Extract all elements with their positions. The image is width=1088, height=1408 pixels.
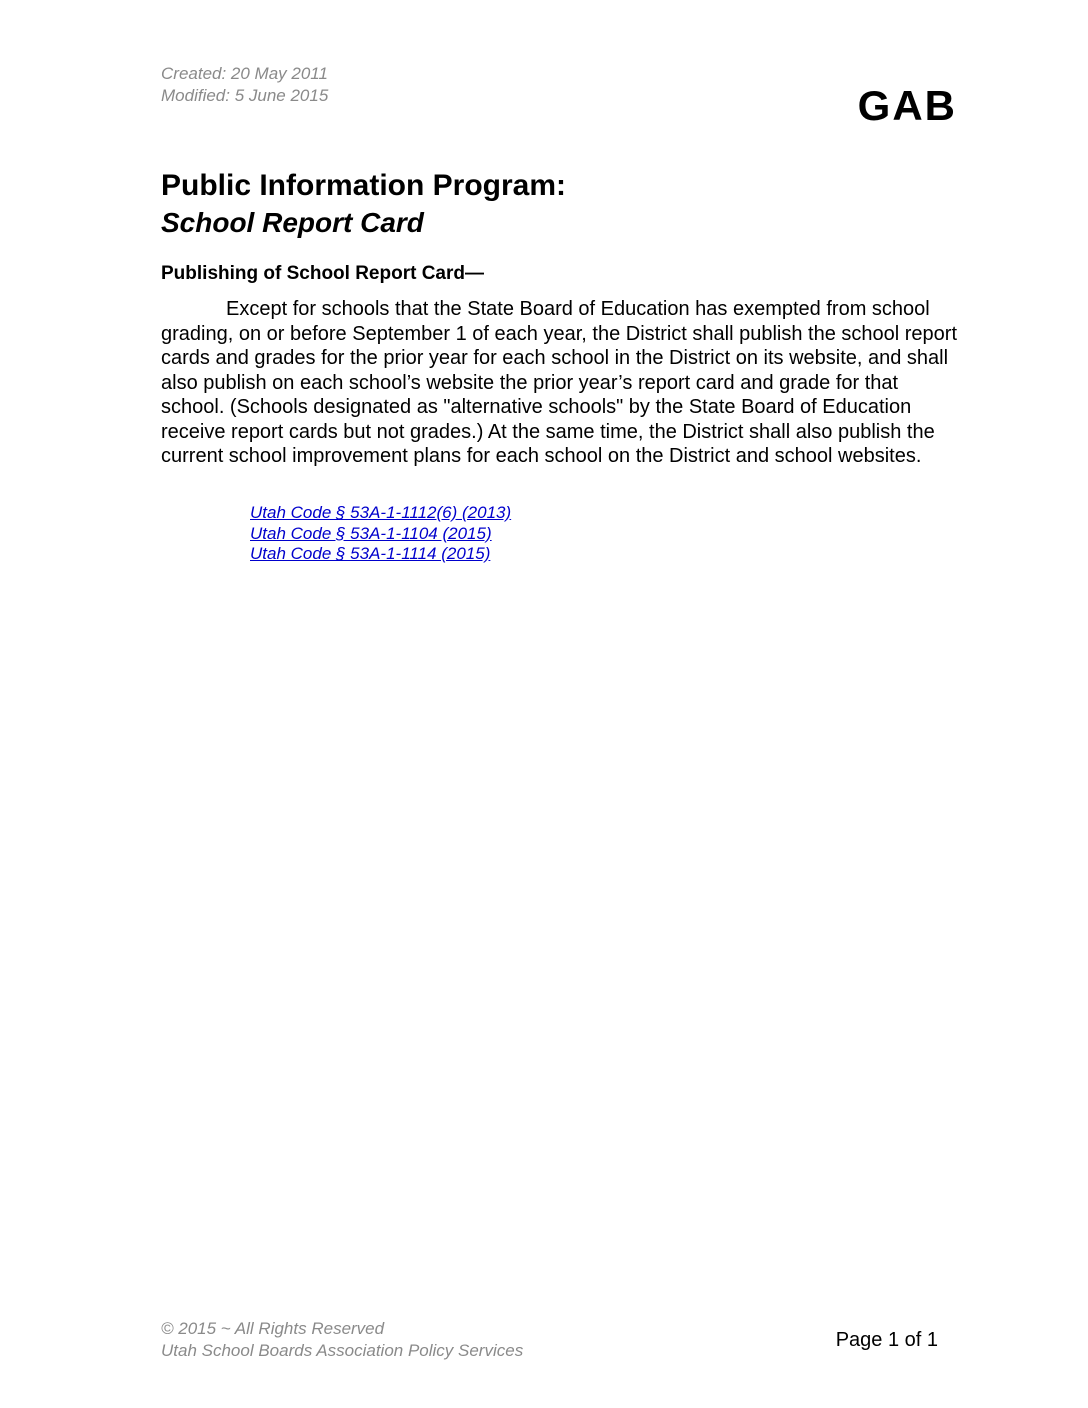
page-subtitle: School Report Card: [161, 207, 424, 238]
footer-copyright: © 2015 ~ All Rights Reserved: [161, 1319, 385, 1338]
reference-link-1[interactable]: Utah Code § 53A-1-1112(6) (2013): [250, 503, 512, 522]
reference-link-2[interactable]: Utah Code § 53A-1-1104 (2015): [250, 523, 492, 543]
created-date: Created: 20 May 2011: [161, 64, 328, 83]
legal-references: [250, 503, 511, 565]
section-heading: Publishing of School Report Card—: [161, 263, 484, 284]
policy-code: GAB: [857, 82, 957, 129]
footer-organization: Utah School Boards Association Policy Services: [161, 1341, 524, 1360]
document-meta: [161, 63, 328, 107]
modified-date: Modified: 5 June 2015: [161, 86, 329, 105]
footer: [161, 1318, 523, 1362]
page-title: Public Information Program:: [161, 169, 567, 202]
reference-link-3[interactable]: Utah Code § 53A-1-1114 (2015): [250, 544, 491, 563]
page-number: Page 1 of 1: [835, 1329, 938, 1351]
policy-body-text: Except for schools that the State Board of Education has exempted from school grading, on or before September 1 of each year, the District shall publish the school report cards and grades for the prior year for each school in the District on its website, and shall also publish on each school’s website the prior year’s report card and grade for that school. (Schools designated as "alternative schools" by the State Board of Education receive report cards but not grades.) At the same time, the District shall also publish the current school improvement plans for each school on the District and school websites.: [161, 298, 958, 467]
